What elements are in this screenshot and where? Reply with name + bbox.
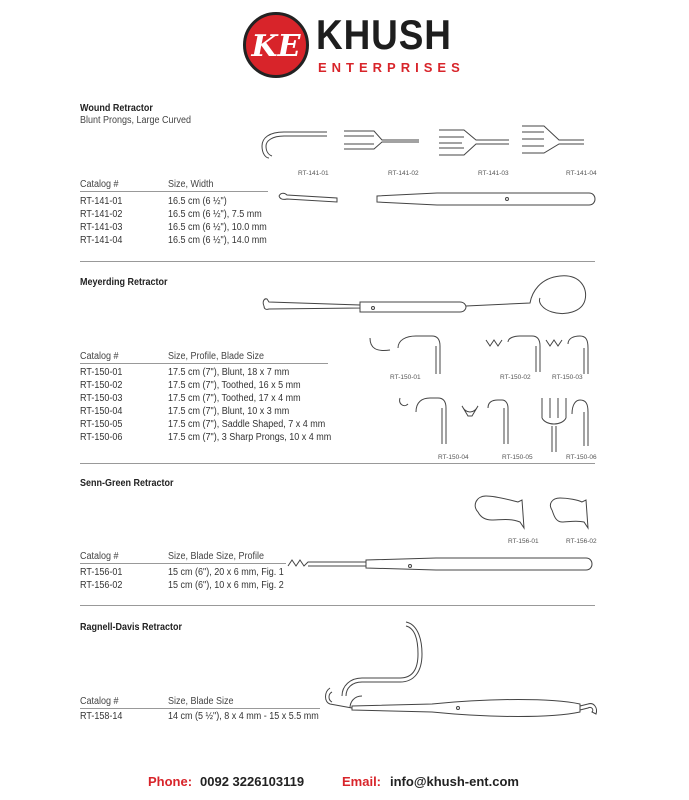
catalog-number: RT-141-01	[80, 196, 123, 207]
section-title-ragnell: Ragnell-Davis Retractor	[80, 622, 183, 633]
catalog-number: RT-150-05	[80, 419, 123, 430]
email-label: Email:	[342, 774, 382, 789]
meyerding-retractor-illustration	[260, 272, 590, 326]
header-rule	[80, 563, 286, 564]
ragnell-retractor-illustration	[322, 616, 602, 724]
size-value: 16.5 cm (6 ½"), 10.0 mm	[168, 222, 267, 233]
email-link[interactable]: info@khush-ent.com	[390, 774, 519, 789]
size-value: 17.5 cm (7"), Blunt, 18 x 7 mm	[168, 367, 290, 378]
figure-label: RT-150-05	[502, 454, 533, 461]
figure-label: RT-150-03	[552, 374, 583, 381]
size-value: 16.5 cm (6 ½")	[168, 196, 227, 207]
size-value: 17.5 cm (7"), 3 Sharp Prongs, 10 x 4 mm	[168, 432, 332, 443]
catalog-number: RT-141-04	[80, 235, 123, 246]
size-value: 14 cm (5 ½"), 8 x 4 mm - 15 x 5.5 mm	[168, 711, 319, 722]
size-value: 15 cm (6"), 20 x 6 mm, Fig. 1	[168, 567, 284, 578]
catalog-number: RT-150-01	[80, 367, 123, 378]
wound-retractor-illustration	[277, 190, 597, 210]
catalog-number: RT-156-02	[80, 580, 123, 591]
meyerding-tips-illustration	[368, 334, 593, 459]
figure-label: RT-150-01	[390, 374, 421, 381]
figure-label: RT-156-02	[566, 538, 597, 545]
size-value: 17.5 cm (7"), Blunt, 10 x 3 mm	[168, 406, 290, 417]
header-rule	[80, 191, 268, 192]
section-divider	[80, 261, 595, 262]
column-header-size: Size, Width	[168, 179, 214, 190]
catalog-number: RT-150-02	[80, 380, 123, 391]
column-header-size: Size, Blade Size	[168, 696, 234, 707]
size-value: 16.5 cm (6 ½"), 14.0 mm	[168, 235, 267, 246]
section-title-senn: Senn-Green Retractor	[80, 478, 174, 489]
section-title-wound: Wound Retractor	[80, 103, 153, 114]
column-header-catalog: Catalog #	[80, 551, 119, 562]
figure-label: RT-141-04	[566, 170, 597, 177]
size-value: 17.5 cm (7"), Toothed, 16 x 5 mm	[168, 380, 301, 391]
phone-number[interactable]: 0092 3226103119	[200, 774, 305, 789]
figure-label: RT-150-04	[438, 454, 469, 461]
figure-label: RT-150-06	[566, 454, 597, 461]
section-subtitle-wound: Blunt Prongs, Large Curved	[80, 115, 192, 126]
header-rule	[80, 708, 320, 709]
column-header-catalog: Catalog #	[80, 696, 119, 707]
section-divider	[80, 463, 595, 464]
catalog-number: RT-150-03	[80, 393, 123, 404]
column-header-catalog: Catalog #	[80, 179, 119, 190]
catalog-number: RT-150-06	[80, 432, 123, 443]
brand-name: KHUSH	[316, 11, 452, 58]
catalog-number: RT-141-02	[80, 209, 123, 220]
section-title-meyerding: Meyerding Retractor	[80, 277, 168, 288]
column-header-size: Size, Blade Size, Profile	[168, 551, 265, 562]
figure-label: RT-141-02	[388, 170, 419, 177]
brand-monogram: KE	[251, 29, 301, 64]
figure-label: RT-141-03	[478, 170, 509, 177]
catalog-number: RT-150-04	[80, 406, 123, 417]
figure-label: RT-156-01	[508, 538, 539, 545]
size-value: 15 cm (6"), 10 x 6 mm, Fig. 2	[168, 580, 284, 591]
size-value: 17.5 cm (7"), Saddle Shaped, 7 x 4 mm	[168, 419, 326, 430]
senn-retractor-illustration	[286, 552, 596, 574]
section-divider	[80, 605, 595, 606]
size-value: 17.5 cm (7"), Toothed, 17 x 4 mm	[168, 393, 301, 404]
brand-tagline: ENTERPRISES	[318, 60, 465, 75]
wound-tips-illustration	[254, 124, 594, 170]
brand-logo-icon	[243, 12, 309, 78]
column-header-catalog: Catalog #	[80, 351, 119, 362]
figure-label: RT-150-02	[500, 374, 531, 381]
column-header-size: Size, Profile, Blade Size	[168, 351, 265, 362]
catalog-number: RT-156-01	[80, 567, 123, 578]
catalog-number: RT-158-14	[80, 711, 123, 722]
senn-tips-illustration	[470, 492, 595, 538]
catalog-number: RT-141-03	[80, 222, 123, 233]
figure-label: RT-141-01	[298, 170, 329, 177]
header-rule	[80, 363, 328, 364]
phone-label: Phone:	[148, 774, 193, 789]
size-value: 16.5 cm (6 ½"), 7.5 mm	[168, 209, 262, 220]
